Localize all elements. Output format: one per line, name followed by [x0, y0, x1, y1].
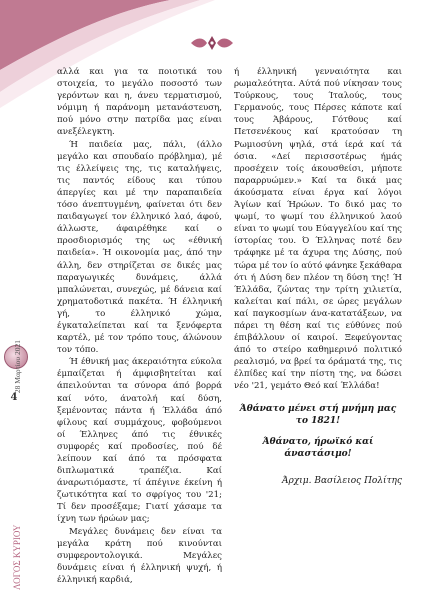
author-signature: Άρχιμ. Βασίλειος Πολίτης — [281, 475, 402, 486]
paragraph: Ή έθνική μας άκεραιότητα εύκολα έμπαίζεται ή άμφισβητείται καί άπειλούνται τα σύνορα άπό βορρά καί νότο, άνατολή καί δύση, ξεμένοντας πάντα ή Έλλάδα άπό φίλους καί συμμάχους, φοβούμενοι οί Έλληνες άπό τις έθνικές συμφορές καί προδοσίες, πού δέ λείπουν καί άπό τα πρόσφατα διπλωματικά τραπέζια. Καί άναρωτιόμαστε, τί άπέγινε έκείνη ή ζωτικότητα καί το σφρίγος του '21; Τί δεν προσέξαμε; Γιατί χάσαμε τα ίχνη των ήρώων μας; — [57, 357, 222, 525]
paragraph: Μεγάλες δυνάμεις δεν είναι τα μεγάλα κράτη πού κινούνται συμφεροντολογικά. Μεγάλες δυνάμεις είναι ή έλληνική ψυχή, ή έλληνική καρδιά, — [57, 526, 222, 585]
left-column — [57, 66, 222, 586]
issue-date: 28 Μαρτίου 2021 — [13, 340, 22, 394]
closing-statement: Άθάνατο μένει στή μνήμη μας το 1821! — [239, 403, 397, 427]
fleuron-ornament-icon — [189, 34, 235, 52]
page-sidebar — [0, 0, 30, 600]
page-number: 4 — [10, 392, 18, 403]
closing-exclamation: Άθάνατο, ήρωϊκό καί άναστάσιμο! — [262, 436, 374, 460]
publication-title: ΛΟΓΟΣ ΚΥΡΙΟΥ — [12, 524, 22, 590]
paragraph: Ή παιδεία μας, πάλι, (άλλο μεγάλο και σπουδαίο πρόβλημα), μέ τις έλλείψεις της, τις καταλήψεις, τις παντός είδους και τύπου άπεργίες και μέ την παραπαιδεία τόσο άνεπτυγμένη, φαίνεται ότι δεν παιδαγωγεί τον έλληνικό λαό, άφού, άλλωστε, άφαιρέθηκε καί ο προσδιορισμός της ως «έθνική παιδεία». Ή οικονομία μας, άπό την άλλη, δεν στηρίζεται σε δικές μας παραγωγικές δυνάμεις, άλλά μπαλώνεται, συνεχώς, μέ δάνεια καί χρηματοδοτικά πακέτα. Ή έλληνική γή, το έλληνικό χώμα, έγκαταλείπεται καί τα ξενόφερτα καρτέλ, μέ τον τρόπο τους, άλώνουν τον τόπο. — [57, 139, 222, 356]
running-header — [6, 300, 26, 600]
paragraph: ή έλληνική γενναιότητα και ρωμαλεότητα. Αύτά πού νίκησαν τους Τούρκους, τους Ίταλούς, τους Γερμανούς, τους Πέρσες κάποτε καί τους Άβάρους, Γότθους καί Πετσενέκους καί κρατούσαν τη Ρωμιοσύνη ψηλά, στά ίερά καί τά όσια. «Δεί περισσοτέρως ήμάς προσέχειν τοίς άκουσθείσι, μήποτε παραρρυώμεν.» Καί τα δικά μας άκούσματα είναι έργα καί λόγοι Άγίων καί Ήρώων. Το δικό μας το ψωμί, το ψωμί του έλληνικού λαού είναι το ψωμί του Εύαγγελίου καί της ίστορίας του. Ό Έλληνας ποτέ δεν τράφηκε μέ τα άχυρα της Δύσης, πού τώρα μέ τον ίο αύτό φάνηκε ξεκάθαρα ότι ή Δύση δεν πλέον τη δύση της! Ή Έλλάδα, ζώντας την τρίτη χιλιετία, καλείται καί πάλι, σε ώρες μεγάλων καί παγκοσμίων άνα-κατατάξεων, να πάρει τη θέση καί τις εύθύνες πού έπιβάλλουν οί καιροί. Ξεφεύγοντας άπό το στείρο καθημερινό πολιτικό ρεαλισμό, να βρεί τα όράματά της, τις έλπίδες καί την πίστη της, να δώσει νέο '21, γεμάτο Θεό καί Έλλάδα! — [234, 67, 402, 392]
paragraph: αλλά και για τα ποιοτικά του στοιχεία, το μεγάλο ποσοστό των γερόντων και η, άνευ τερματισμού, νόμιμη ή παράνομη μετανάστευση, πού μόνο στην πατρίδα μας είναι ανεξέλεγκτη. — [57, 67, 222, 138]
right-column — [234, 66, 402, 487]
